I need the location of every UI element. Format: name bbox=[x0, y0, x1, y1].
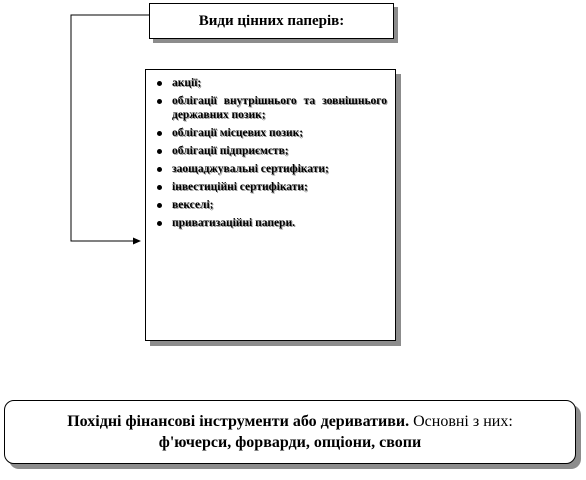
list-item: акції; bbox=[154, 76, 387, 90]
derivatives-lead: Основні з них: bbox=[409, 413, 513, 430]
bullet-icon bbox=[157, 81, 162, 86]
arrowhead-icon bbox=[133, 238, 141, 245]
bullet-icon bbox=[157, 167, 162, 172]
list-item: облігації внутрішнього та зовнішнього державних позик; bbox=[154, 94, 387, 122]
list-item: інвестиційні сертифікати; bbox=[154, 180, 387, 194]
securities-list bbox=[154, 76, 387, 230]
bullet-icon bbox=[157, 131, 162, 136]
list-item: облігації підприємств; bbox=[154, 144, 387, 158]
bullet-icon bbox=[157, 185, 162, 190]
derivatives-box bbox=[4, 400, 576, 464]
securities-types-title-box bbox=[149, 3, 394, 39]
derivatives-examples: ф'ючерси, форварди, опціони, свопи bbox=[158, 434, 422, 451]
list-item: векселі; bbox=[154, 198, 387, 212]
bullet-icon bbox=[157, 149, 162, 154]
list-item: приватизаційні папери. bbox=[154, 216, 387, 230]
securities-list-box bbox=[145, 69, 396, 341]
bullet-icon bbox=[157, 99, 162, 104]
derivatives-heading: Похідні фінансові інструменти або деривативи. bbox=[67, 413, 410, 430]
bullet-icon bbox=[157, 203, 162, 208]
derivatives-line-1 bbox=[67, 411, 513, 432]
list-item: заощаджувальні сертифікати; bbox=[154, 162, 387, 176]
list-item: облігації місцевих позик; bbox=[154, 126, 387, 140]
bullet-icon bbox=[157, 221, 162, 226]
securities-types-title: Види цінних паперів: bbox=[198, 12, 345, 29]
